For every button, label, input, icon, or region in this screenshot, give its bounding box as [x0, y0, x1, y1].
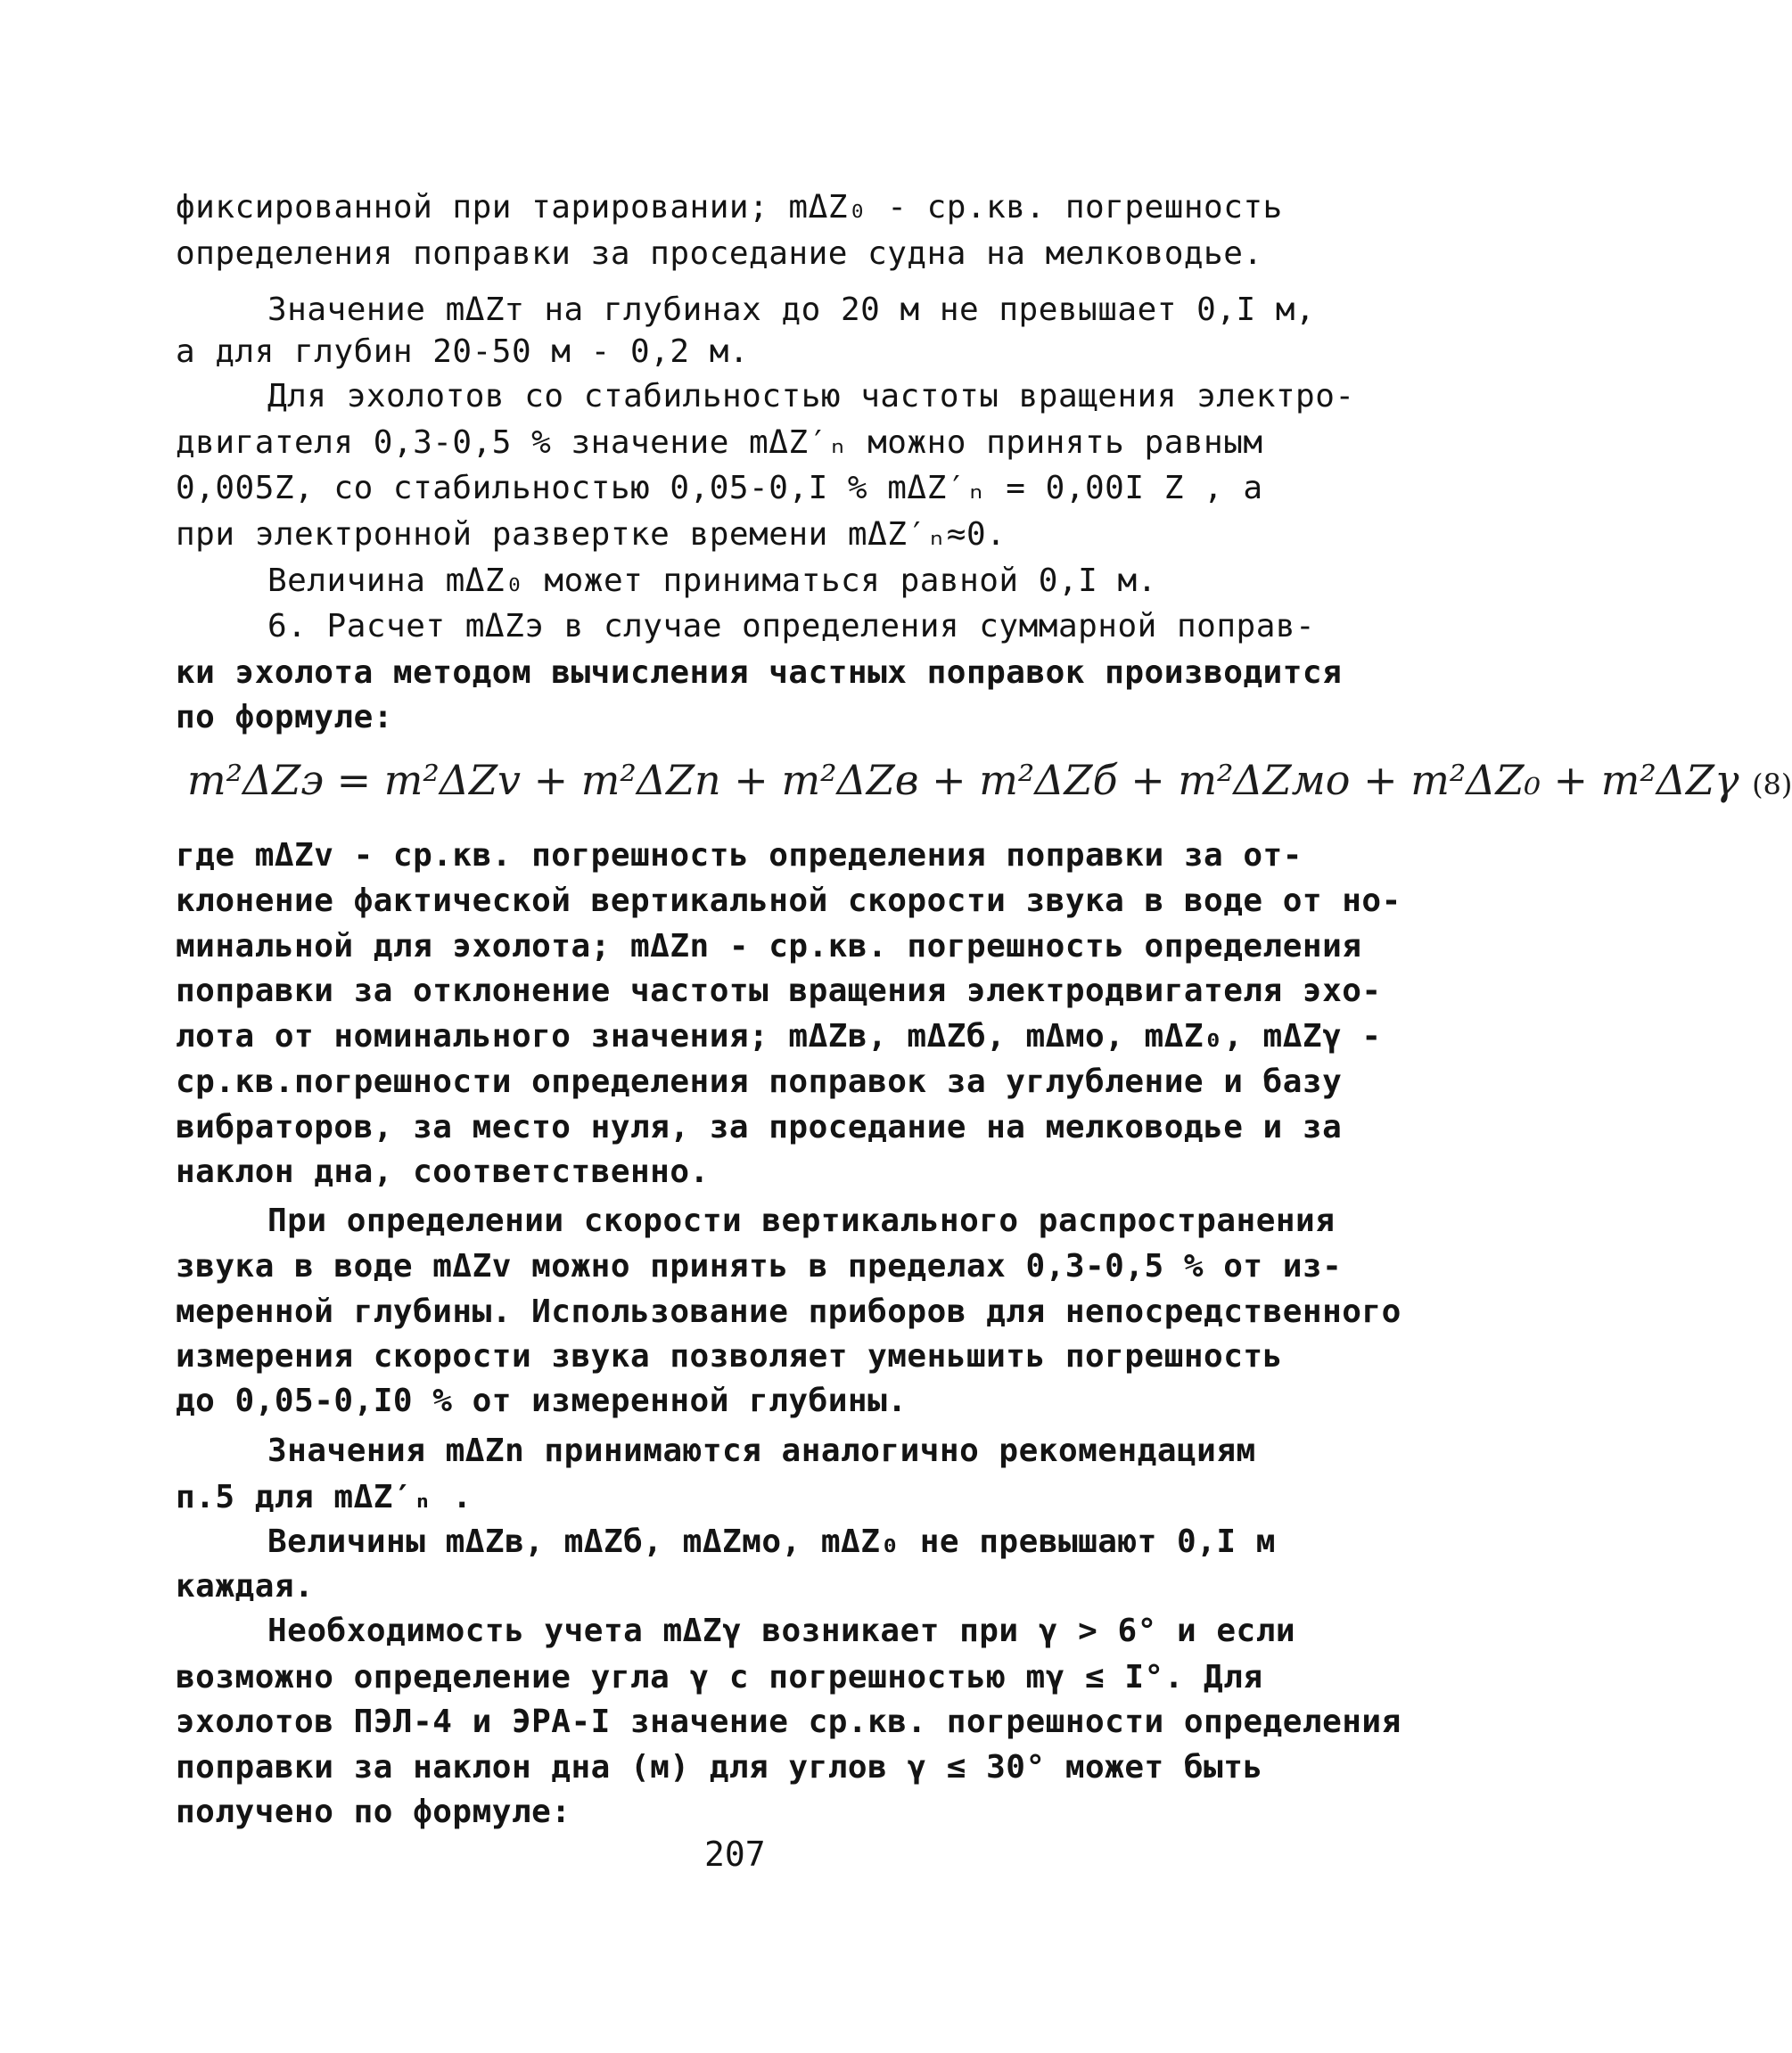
- formula-number: (8): [1752, 768, 1792, 801]
- text-line: по формуле:: [176, 699, 393, 735]
- text-line: лота от номинального значения; mΔZв, mΔZб, mΔмо, mΔZ₀, mΔZγ -: [176, 1018, 1382, 1055]
- text-line: поправки за отклонение частоты вращения электродвигателя эхо-: [176, 973, 1382, 1009]
- text-line: Величина mΔZ₀ может приниматься равной 0,I м.: [267, 563, 1157, 599]
- text-line: звука в воде mΔZv можно принять в пределах 0,3-0,5 % от из-: [176, 1248, 1343, 1285]
- text-line: ки эхолота методом вычисления частных поправок производится: [176, 654, 1343, 691]
- text-line: минальной для эхолота; mΔZn - ср.кв. погрешность определения: [176, 928, 1362, 965]
- text-line: При определении скорости вертикального распространения: [267, 1203, 1336, 1239]
- text-line: меренной глубины. Использование приборов для непосредственного: [176, 1293, 1402, 1330]
- text-line: ср.кв.погрешности определения поправок за углубление и базу: [176, 1063, 1343, 1100]
- text-line: до 0,05-0,I0 % от измеренной глубины.: [176, 1383, 908, 1419]
- text-line: Значения mΔZn принимаются аналогично рекомендациям: [267, 1433, 1256, 1469]
- text-line: 6. Расчет mΔZэ в случае определения суммарной поправ-: [267, 608, 1316, 645]
- text-line: клонение фактической вертикальной скорости звука в воде от но-: [176, 883, 1402, 919]
- text-line: вибраторов, за место нуля, за проседание на мелководье и за: [176, 1109, 1343, 1146]
- text-line: Значение mΔZᴛ на глубинах до 20 м не превышает 0,I м,: [267, 292, 1316, 328]
- text-line: получено по формуле:: [176, 1794, 571, 1830]
- text-line: при электронной развертке времени mΔZ′ₙ≈0.: [176, 516, 1007, 553]
- text-line: 0,005Z, со стабильностью 0,05-0,I % mΔZ′ₙ = 0,00I Z , а: [176, 470, 1263, 506]
- text-line: Величины mΔZв, mΔZб, mΔZмо, mΔZ₀ не превышают 0,I м: [267, 1523, 1276, 1560]
- formula-body: m²ΔZэ = m²ΔZv + m²ΔZn + m²ΔZв + m²ΔZб + m²ΔZмо + m²ΔZ₀ + m²ΔZγ: [187, 756, 1739, 804]
- formula-8: [187, 731, 1792, 829]
- text-line: где mΔZv - ср.кв. погрешность определения поправки за от-: [176, 837, 1303, 874]
- text-line: фиксированной при тарировании; mΔZ₀ - ср.кв. погрешность: [176, 189, 1283, 226]
- page-number: 207: [704, 1835, 766, 1874]
- text-line: п.5 для mΔZ′ₙ .: [176, 1479, 473, 1515]
- text-line: двигателя 0,3-0,5 % значение mΔZ′ₙ можно принять равным: [176, 424, 1263, 461]
- text-line: возможно определение угла γ с погрешностью mγ ≤ I°. Для: [176, 1659, 1263, 1696]
- text-line: эхолотов ПЭЛ-4 и ЭРА-I значение ср.кв. погрешности определения: [176, 1704, 1402, 1740]
- text-line: определения поправки за проседание судна на мелководье.: [176, 235, 1263, 272]
- text-line: Необходимость учета mΔZγ возникает при γ > 6° и если: [267, 1613, 1296, 1649]
- text-line: а для глубин 20-50 м - 0,2 м.: [176, 333, 750, 370]
- text-line: каждая.: [176, 1568, 315, 1605]
- text-line: измерения скорости звука позволяет уменьшить погрешность: [176, 1338, 1283, 1375]
- text-line: поправки за наклон дна (м) для углов γ ≤ 30° может быть: [176, 1749, 1263, 1786]
- text-line: Для эхолотов со стабильностью частоты вращения электро-: [267, 378, 1355, 415]
- text-line: наклон дна, соответственно.: [176, 1154, 710, 1190]
